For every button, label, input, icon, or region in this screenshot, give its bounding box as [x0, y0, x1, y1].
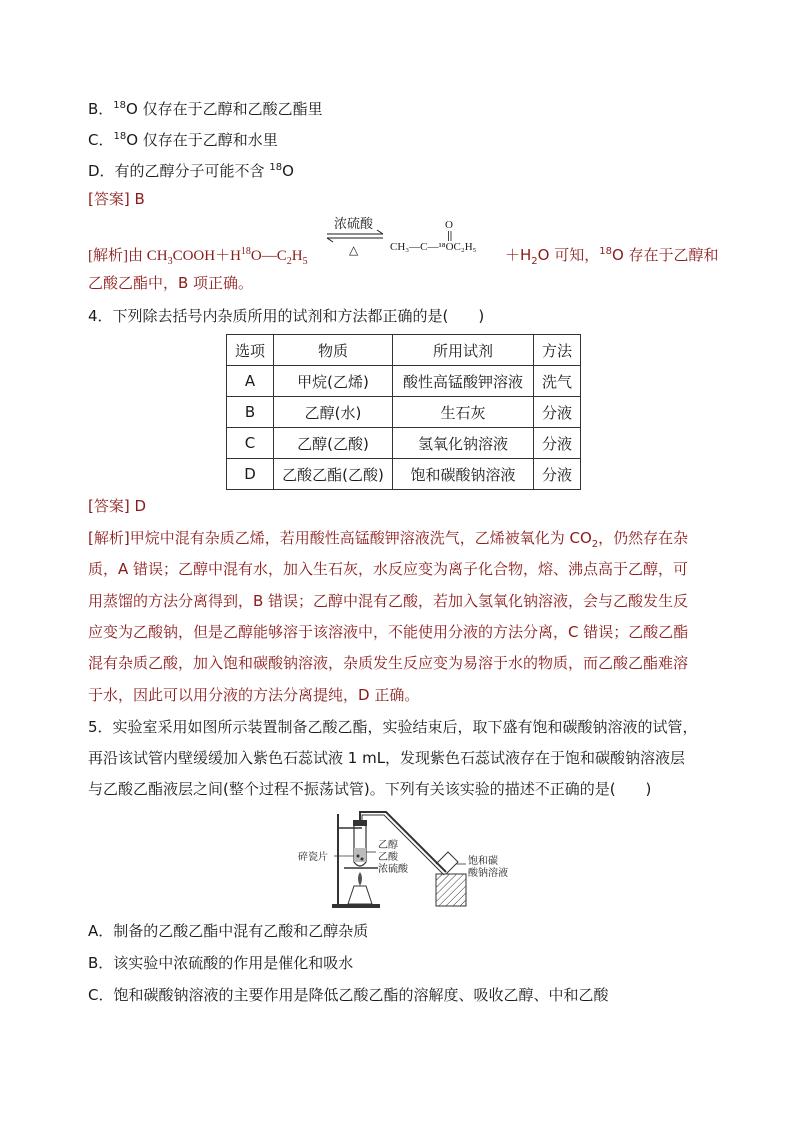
ch3-sub: 3 — [167, 256, 173, 267]
receiver-block — [436, 874, 466, 906]
label-receiver-2: 酸钠溶液 — [468, 868, 508, 879]
q3-option-d-prefix: D．有的乙醇分子可能不含 — [88, 162, 270, 180]
q3-option-d-text: O — [282, 162, 294, 180]
table-cell: 饱和碳酸钠溶液 — [393, 459, 534, 490]
q3-option-c-text: O 仅存在于乙醇和水里 — [126, 131, 278, 149]
q3-analysis-prefix: [解析]由 CH — [88, 248, 168, 264]
q3-answer: [答案] B — [88, 190, 145, 208]
q3-option-b-text: O 仅存在于乙醇和乙酸乙酯里 — [126, 100, 323, 118]
flame — [358, 872, 362, 886]
table-header: 所用试剂 — [393, 335, 534, 366]
q5-option-b: B．该实验中浓硫酸的作用是催化和吸水 — [88, 954, 354, 972]
q3-analysis-mid2: O—C — [250, 248, 287, 264]
o18-sup: 18 — [599, 246, 612, 257]
table-cell: 乙醇(水) — [274, 397, 393, 428]
q4-table — [226, 334, 581, 490]
q3-option-b — [88, 95, 323, 120]
q3-option-b-prefix: B． — [88, 100, 114, 118]
h2o-sub: 2 — [531, 256, 538, 267]
label-chips: 碎瓷片 — [298, 852, 328, 863]
q4-answer: [答案] D — [88, 497, 147, 515]
apparatus-figure — [296, 808, 526, 910]
table-cell: 乙酸乙酯(乙酸) — [274, 459, 393, 490]
q3-option-d-sup: 18 — [269, 162, 283, 173]
table-cell: 分液 — [534, 428, 581, 459]
table-cell: 氢氧化钠溶液 — [393, 428, 534, 459]
q5-stem-line: 与乙酸乙酯液层之间(整个过程不振荡试管)。下列有关该实验的描述不正确的是( ) — [88, 780, 652, 798]
table-cell: 酸性高锰酸钾溶液 — [393, 366, 534, 397]
table-cell: 乙醇(乙酸) — [274, 428, 393, 459]
reverse-arrow-head — [327, 238, 333, 242]
table-cell: 洗气 — [534, 366, 581, 397]
q5-option-c: C．饱和碳酸钠溶液的主要作用是降低乙酸乙酯的溶解度、吸收乙醇、中和乙酸 — [88, 986, 609, 1004]
forward-arrow-head — [377, 230, 383, 234]
table-row — [227, 428, 581, 459]
carbonyl-o: O — [445, 219, 453, 231]
q3-option-b-sup: 18 — [113, 100, 127, 111]
table-header: 方法 — [534, 335, 581, 366]
q3-option-d — [88, 157, 294, 182]
q5-stem-line: 再沿该试管内壁缓缓加入紫色石蕊试液 1 mL，发现紫色石蕊试液存在于饱和碳酸钠溶液层 — [88, 749, 686, 767]
q3-option-c-sup: 18 — [113, 131, 127, 142]
table-row — [227, 459, 581, 490]
label-receiver-1: 饱和碳 — [468, 856, 498, 867]
heat-condition: △ — [349, 243, 359, 257]
chip-dot — [357, 855, 360, 858]
q4-analysis-text: [解析]甲烷中混有杂质乙烯，若用酸性高锰酸钾溶液洗气，乙烯被氧化为 CO — [88, 529, 592, 547]
alcohol-lamp — [348, 886, 372, 904]
table-cell: A — [227, 366, 274, 397]
q5-option-a: A．制备的乙酸乙酯中混有乙酸和乙醇杂质 — [88, 922, 369, 940]
table-header-row — [227, 335, 581, 366]
h5-sub: 5 — [302, 256, 308, 267]
q4-analysis-line — [88, 527, 688, 556]
q3-analysis-h: H — [291, 248, 303, 264]
ester-product: CH₃—C—¹⁸OC₂H₅ — [390, 241, 477, 253]
chip-dot — [361, 858, 364, 861]
q4-analysis-line: 质，A 错误；乙醇中混有水，加入生石灰，水反应变为离子化合物，熔、沸点高于乙醇，可 — [88, 560, 689, 578]
stand-base — [332, 904, 380, 908]
q4-stem: 4．下列除去括号内杂质所用的试剂和方法都正确的是( ) — [88, 307, 485, 325]
table-row — [227, 397, 581, 428]
q5-stem-line: 5．实验室采用如图所示装置制备乙酸乙酯，实验结束后，取下盛有饱和碳酸钠溶液的试管， — [88, 718, 698, 736]
label-ethanol: 乙醇 — [378, 840, 398, 851]
table-cell: D — [227, 459, 274, 490]
stopper — [353, 820, 367, 826]
table-cell: 分液 — [534, 397, 581, 428]
q3-analysis-suffix — [505, 241, 719, 273]
label-sulfuric-acid: 浓硫酸 — [378, 864, 408, 875]
reaction-liquid — [354, 848, 366, 862]
table-cell: 生石灰 — [393, 397, 534, 428]
q3-analysis-water: ＋H — [505, 246, 532, 264]
q3-option-c-prefix: C． — [88, 131, 114, 149]
table-cell: 甲烷(乙烯) — [274, 366, 393, 397]
h18-sup: 18 — [240, 246, 251, 257]
table-header: 选项 — [227, 335, 274, 366]
q4-analysis-line: 混有杂质乙酸，加入饱和碳酸钠溶液，杂质发生反应变为易溶于水的物质，而乙酸乙酯难溶 — [88, 654, 689, 672]
q3-analysis-mid1: COOH＋H — [172, 248, 241, 264]
q4-analysis-line: 应变为乙酸钠，但是乙醇能够溶于该溶液中，不能使用分液的方法分离，C 错误；乙酸乙酯 — [88, 623, 689, 641]
label-acetic-acid: 乙酸 — [378, 852, 398, 863]
reaction-equation — [325, 212, 535, 264]
table-cell: 分液 — [534, 459, 581, 490]
q3-option-c — [88, 126, 278, 151]
q3-analysis-line1 — [88, 241, 308, 273]
c2-sub: 2 — [286, 256, 292, 267]
table-cell: C — [227, 428, 274, 459]
q4-analysis-line: 用蒸馏的方法分离得到，B 错误；乙醇中混有乙酸，若加入氢氧化钠溶液，会与乙酸发生反 — [88, 592, 689, 610]
catalyst-label: 浓硫酸 — [334, 217, 374, 232]
q4-analysis-line: 于水，因此可以用分液的方法分离提纯，D 正确。 — [88, 686, 420, 704]
q3-analysis-suffix-1: O 可知， — [537, 246, 600, 264]
table-header: 物质 — [274, 335, 393, 366]
table-cell: B — [227, 397, 274, 428]
co2-sub: 2 — [591, 539, 599, 550]
q3-analysis-suffix-2: O 存在于乙醇和 — [611, 246, 719, 264]
q3-analysis-line2: 乙酸乙酯中，B 项正确。 — [88, 274, 254, 292]
delivery-tube — [360, 812, 446, 872]
q4-analysis-text: ，仍然存在杂 — [598, 529, 689, 547]
table-row — [227, 366, 581, 397]
